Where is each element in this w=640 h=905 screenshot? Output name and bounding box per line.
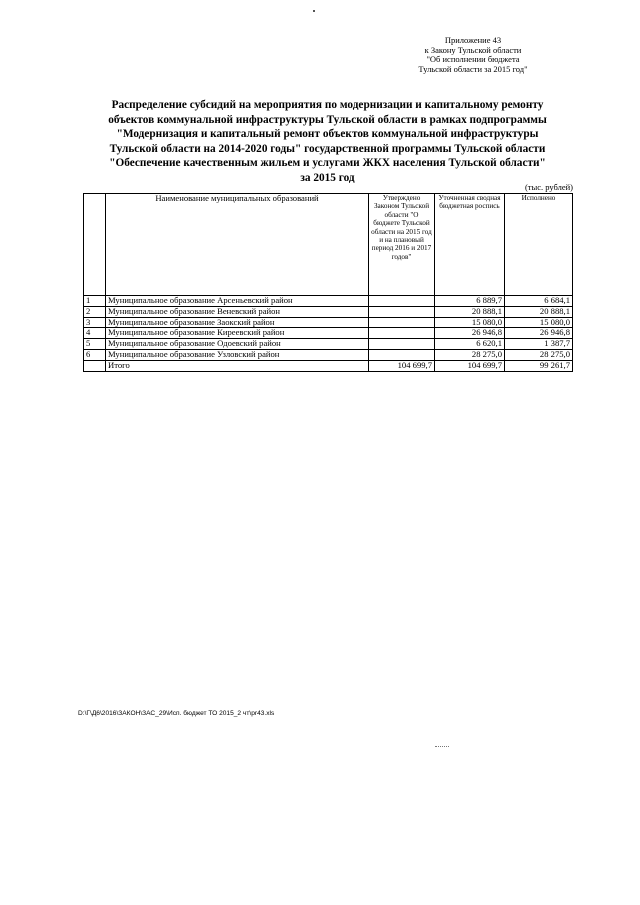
row-approved <box>369 339 435 350</box>
title-line: за 2015 год <box>300 171 355 184</box>
row-name: Муниципальное образование Заокский район <box>106 317 369 328</box>
units-label: (тыс. рублей) <box>524 182 573 192</box>
header-name: Наименование муниципальных образований <box>106 194 369 296</box>
total-approved: 104 699,7 <box>369 360 435 371</box>
header-executed: Исполнено <box>505 194 573 296</box>
row-executed: 1 387,7 <box>505 339 573 350</box>
row-name: Муниципальное образование Узловский район <box>106 349 369 360</box>
scan-marks <box>435 746 449 749</box>
table-row <box>84 328 573 339</box>
appendix-line: Тульской области за 2015 год" <box>418 63 528 74</box>
row-refined: 28 275,0 <box>435 349 505 360</box>
row-approved <box>369 296 435 307</box>
row-executed: 28 275,0 <box>505 349 573 360</box>
title-line: "Обеспечение качественным жильем и услугами ЖКХ населения Тульской области" <box>109 157 546 170</box>
row-executed: 15 080,0 <box>505 317 573 328</box>
table-header-row <box>84 194 573 296</box>
appendix-line: "Об исполнении бюджета <box>426 54 520 65</box>
row-executed: 20 888,1 <box>505 306 573 317</box>
row-refined: 15 080,0 <box>435 317 505 328</box>
row-number: 5 <box>84 339 106 350</box>
table-total-row <box>84 360 573 371</box>
row-executed: 26 946,8 <box>505 328 573 339</box>
title-line: Тульской области на 2014-2020 годы" государственной программы Тульской области <box>109 142 546 155</box>
row-name: Муниципальное образование Веневский район <box>106 306 369 317</box>
row-name: Муниципальное образование Арсеньевский район <box>106 296 369 307</box>
row-refined: 6 620,1 <box>435 339 505 350</box>
table-row <box>84 349 573 360</box>
total-name: Итого <box>106 360 369 371</box>
header-refined: Уточненная сводная бюджетная роспись <box>435 194 505 296</box>
appendix-note <box>405 36 541 74</box>
row-executed: 6 684,1 <box>505 296 573 307</box>
file-path-footer: D:\Г\Д6\2016\ЗАКОН\ЗАС_29\Исп. бюджет ТО 2015_2 чт\pr43.xls <box>78 710 275 717</box>
total-executed: 99 261,7 <box>505 360 573 371</box>
row-number: 2 <box>84 306 106 317</box>
row-refined: 26 946,8 <box>435 328 505 339</box>
appendix-line: Приложение 43 <box>444 35 502 45</box>
document-title <box>80 98 575 186</box>
row-approved <box>369 317 435 328</box>
appendix-line: к Закону Тульской области <box>424 44 522 55</box>
header-approved: Утверждено Законом Тульской области "О бюджете Тульской области на 2015 год и на плановый период 2016 и 2017 годов" <box>369 194 435 296</box>
row-number: 4 <box>84 328 106 339</box>
title-line: "Модернизация и капитальный ремонт объектов коммунальной инфраструктуры <box>116 128 539 141</box>
row-refined: 6 889,7 <box>435 296 505 307</box>
title-line: Распределение субсидий на мероприятия по модернизации и капитальному ремонту <box>111 99 544 111</box>
total-number <box>84 360 106 371</box>
title-line: объектов коммунальной инфраструктуры Тульской области в рамках подпрограммы <box>108 113 547 126</box>
table-row <box>84 317 573 328</box>
subsidy-table <box>83 193 573 372</box>
header-number <box>84 194 106 296</box>
table-row <box>84 339 573 350</box>
row-name: Муниципальное образование Киреевский район <box>106 328 369 339</box>
row-number: 1 <box>84 296 106 307</box>
table-row <box>84 306 573 317</box>
row-number: 6 <box>84 349 106 360</box>
scan-speck <box>313 10 315 12</box>
table-row <box>84 296 573 307</box>
row-number: 3 <box>84 317 106 328</box>
row-refined: 20 888,1 <box>435 306 505 317</box>
row-approved <box>369 328 435 339</box>
row-approved <box>369 349 435 360</box>
total-refined: 104 699,7 <box>435 360 505 371</box>
row-name: Муниципальное образование Одоевский район <box>106 339 369 350</box>
row-approved <box>369 306 435 317</box>
